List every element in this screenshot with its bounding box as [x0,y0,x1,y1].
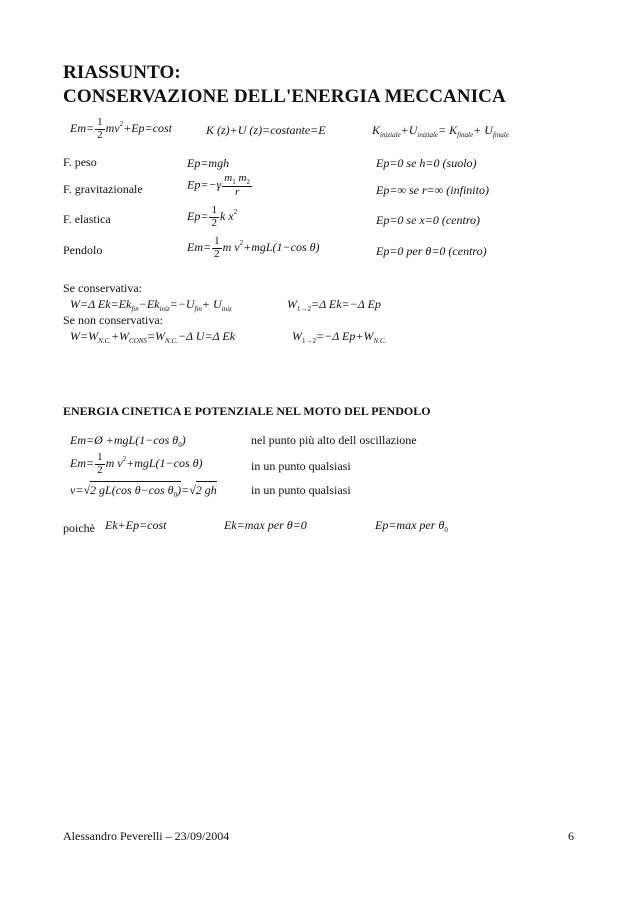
label-conservativa: Se conservativa: [63,281,142,295]
formula-k-u-initial-final: $K_{iniziale}+U_{iniziale}= K_{finale}+ U_{finale}$ [372,123,509,139]
note-any-point-1: in un punto qualsiasi [251,459,351,473]
condition-elastica: Ep=0 se x=0 (centro) [376,213,481,227]
label-poiche: poichè [63,521,95,535]
formula-work-nonconservative: $W=W_{N.C.}+W_{CONS}=W_{N.C.}-\Delta$ U=Δ Ek [70,329,236,345]
formula-work-1-2-conservative: $W_{1\to 2}=\Delta$ Ek=−Δ Ep [287,297,381,313]
formula-work-conservative: W=Δ $Ek=Ek_{fin}-Ek_{iniz}=-U_{fin}+ U_{iniz}$ [70,297,232,313]
formula-em-conservation: Em= $\frac{1}{2}$ $mv^2+Ep=\cos t$ [70,116,172,141]
formula-k-u-constant: K (z)+U (z)=costante=E [206,123,326,137]
condition-peso: Ep=0 se h=0 (suolo) [376,156,477,170]
force-label-elastica: F. elastica [63,212,111,226]
formula-ek-ep-const: Ek+Ep=cost [105,518,167,532]
formula-ep-peso: Ep=mgh [187,156,230,170]
force-label-peso: F. peso [63,155,97,169]
formula-em-pendolo: Em= $\frac{1}{2}$ m $v^2+mgL(1-\cos$ θ) [187,235,320,260]
force-label-pendolo: Pendolo [63,243,103,257]
formula-ep-max: Ep=max per $\theta_0$ [375,518,448,534]
formula-ek-max: Ek=max per θ=0 [224,518,307,532]
title-line-2: CONSERVAZIONE DELL'ENERGIA MECCANICA [63,86,506,107]
formula-em-highest-point: Em=Ø +mgL(1−cos $\theta_0$) [70,433,186,449]
footer-author: Alessandro Peverelli – 23/09/2004 [63,829,230,843]
formula-ep-elastica: Ep= $\frac{1}{2}$ k $x^2$ [187,204,238,229]
title-line-1: RIASSUNTO: [63,62,181,83]
force-label-gravitazionale: F. gravitazionale [63,182,143,196]
page-number: 6 [568,829,574,843]
label-non-conservativa: Se non conservativa: [63,313,163,327]
condition-gravitazionale: Ep=∞ se r=∞ (infinito) [376,183,489,197]
note-highest-point: nel punto più alto dell oscillazione [251,433,417,447]
formula-ep-gravitazionale: Ep=−γ $\frac{m_1 m_2}{r}$ [187,172,250,199]
formula-em-any-point: Em= $\frac{1}{2}$ m $v^2+mgL(1-\cos$ θ) [70,451,203,476]
formula-work-1-2-nonconservative: $W_{1\to 2}=-\Delta$ $Ep+W_{N.C.}$ [292,329,387,345]
formula-velocity: v=√2 gL(cos θ−cos $\theta_0)=√2$ gh [70,483,217,499]
condition-pendolo: Ep=0 per θ=0 (centro) [376,244,487,258]
note-any-point-2: in un punto qualsiasi [251,483,351,497]
section-heading-pendolo: ENERGIA CINETICA E POTENZIALE NEL MOTO DEL PENDOLO [63,404,431,418]
